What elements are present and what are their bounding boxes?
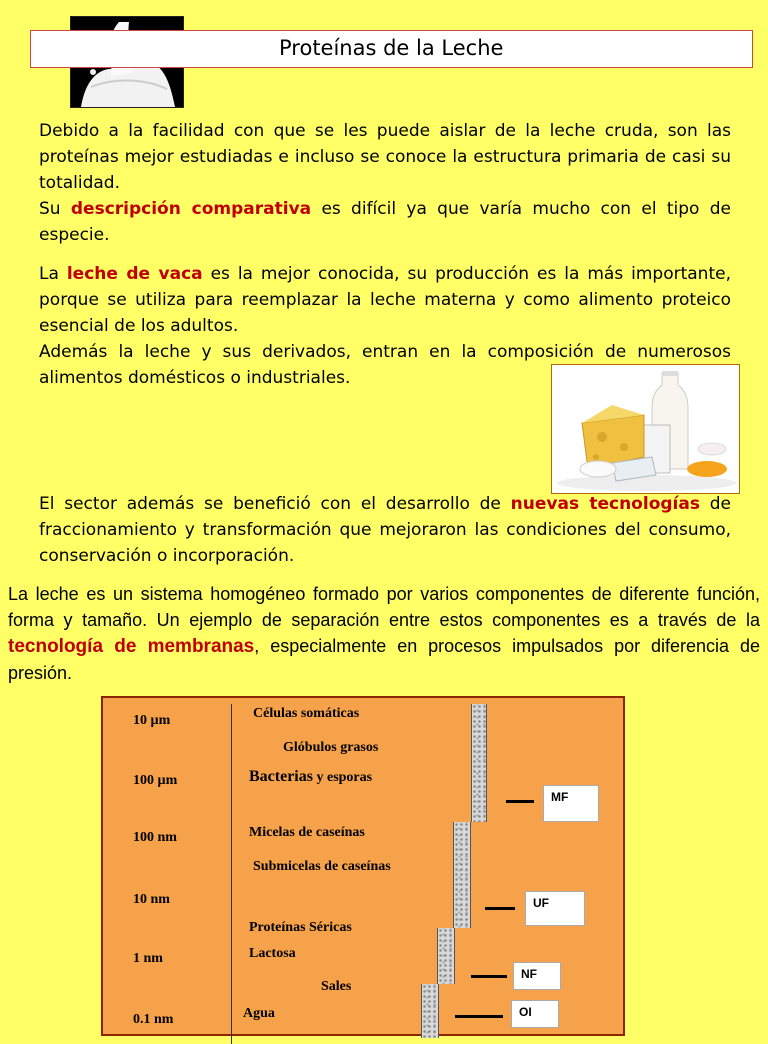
uf-tag: UF (525, 891, 585, 926)
dairy-products-image (551, 364, 740, 494)
membrane-step (453, 822, 471, 928)
scale-label: 1 nm (133, 951, 163, 966)
oi-marker (455, 1015, 503, 1018)
system-text-after: , especialmente en procesos impulsados por diferencia de presión. (8, 636, 761, 683)
component-label: Proteínas Séricas (249, 920, 352, 935)
sector-text-after: de fraccionamiento y transformación que mejoraron las condiciones del consumo, conservación o incorporación. (39, 494, 731, 566)
scale-label: 10 µm (133, 713, 171, 728)
oi-tag: OI (511, 1000, 559, 1028)
axis-line (231, 704, 232, 1044)
uf-marker (485, 907, 515, 910)
component-label: Micelas de caseínas (249, 825, 365, 840)
scale-label: 100 nm (133, 830, 177, 845)
component-label: Agua (243, 1006, 275, 1021)
cow-text-before: La (39, 264, 67, 284)
page-title: Proteínas de la Leche (279, 36, 504, 60)
component-label: Sales (321, 979, 352, 994)
derivatives-text: Además la leche y sus derivados, entran en la composición de numerosos alimentos domésticos o industriales. (39, 342, 731, 388)
membrane-step (471, 704, 487, 822)
highlight-descripcion: descripción comparativa (70, 199, 312, 219)
component-label: Glóbulos grasos (283, 740, 379, 755)
highlight-leche-de-vaca: leche de vaca (66, 264, 203, 284)
nf-tag: NF (513, 962, 561, 990)
membrane-step (421, 984, 439, 1038)
intro-text-2-after: es difícil ya que varía mucho con el tipo de especie. (39, 199, 731, 245)
component-label: Lactosa (249, 946, 296, 961)
component-label: Submicelas de caseínas (253, 859, 391, 874)
intro-text: Debido a la facilidad con que se les puede aislar de la leche cruda, son las proteínas mejor estudiadas e incluso se conoce la estructura primaria de casi su totalidad. (39, 121, 731, 193)
esporas-label: y esporas (312, 770, 373, 785)
intro-paragraph (39, 118, 731, 248)
sector-text-before: El sector además se benefició con el desarrollo de (39, 494, 511, 514)
membrane-separation-diagram (101, 696, 625, 1036)
highlight-tecnologia-membranas: tecnología de membranas (8, 636, 255, 657)
bacterias-label: Bacterias (249, 768, 313, 785)
component-label (249, 768, 372, 786)
title-box (30, 30, 753, 68)
membrane-step (437, 928, 455, 984)
mf-marker (506, 800, 534, 803)
highlight-nuevas-tecnologias: nuevas tecnologías (510, 494, 700, 514)
intro-text-2-before: Su (39, 199, 71, 219)
mf-tag: MF (543, 785, 599, 822)
system-paragraph (8, 581, 760, 686)
scale-label: 10 nm (133, 892, 170, 907)
nf-marker (471, 975, 507, 978)
cow-text-after: es la mejor conocida, su producción es la más importante, porque se utiliza para reemplazar la leche materna y como alimento proteico esencial de los adultos. (39, 264, 731, 336)
scale-label: 100 µm (133, 773, 178, 788)
scale-label: 0.1 nm (133, 1012, 174, 1027)
sector-paragraph (39, 491, 731, 569)
component-label: Células somáticas (253, 706, 360, 721)
system-text-before: La leche es un sistema homogéneo formado por varios componentes de diferente función, forma y tamaño. Un ejemplo de separación entre estos componentes es a través de la (8, 584, 760, 630)
